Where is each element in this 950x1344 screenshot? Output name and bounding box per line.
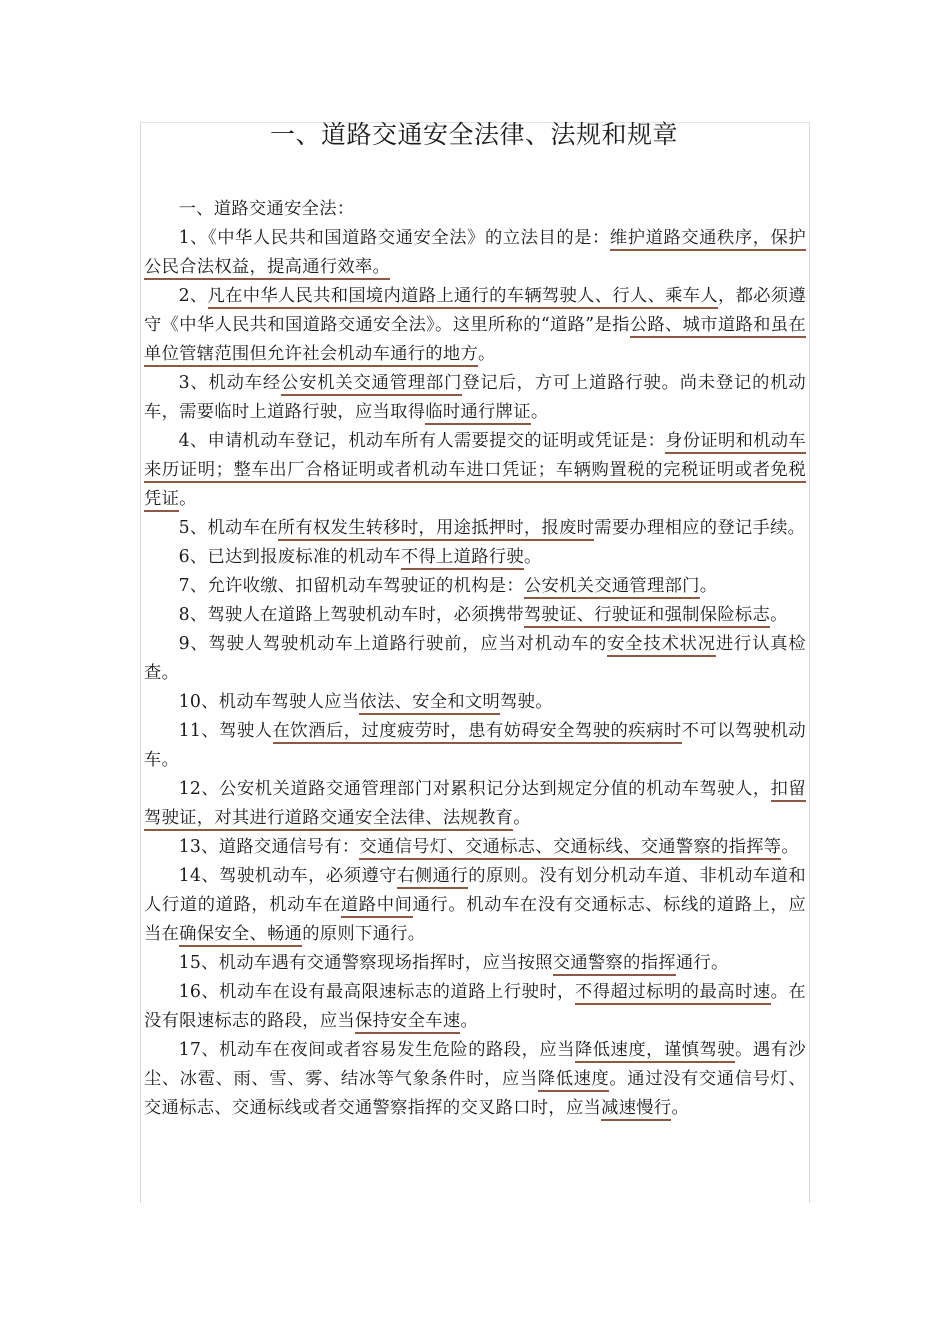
- item-text: 需要办理相应的登记手续。: [594, 518, 806, 538]
- item-text: 的原则。没有划分机动车道、非机动车道和人行道的道路，机动车在: [144, 866, 807, 915]
- item-text: 10、机动车驾驶人应当: [178, 692, 360, 712]
- underlined-answer: 依法、安全和文明: [359, 692, 500, 715]
- item-text: 。: [513, 808, 531, 828]
- underlined-answer: 驾驶证、行驶证和强制保险标志: [524, 605, 770, 628]
- numbered-item: [144, 224, 806, 282]
- item-text: 。通过没有交通信号灯、交通标志、交通标线或者交通警察指挥的交叉路口时，应当: [144, 1069, 806, 1118]
- underlined-answer: 不得上道路行驶: [401, 547, 524, 570]
- numbered-item: [144, 369, 806, 427]
- item-text: 16、机动车在设有最高限速标志的道路上行驶时，: [178, 982, 575, 1002]
- numbered-item: [144, 949, 806, 978]
- item-text: 。: [699, 576, 718, 596]
- numbered-item: [144, 978, 806, 1036]
- underlined-answer: 交通信号灯、交通标志、交通标线、交通警察的指挥等: [359, 837, 781, 860]
- underlined-answer: 凡在中华人民共和国境内道路上通行的车辆驾驶人、行人、乘车人: [208, 286, 718, 309]
- item-text: 通行。机动车在没有交通标志、标线的道路上，应当在: [144, 895, 806, 944]
- item-text: 13、道路交通信号有：: [178, 837, 360, 857]
- item-text: 2、: [178, 286, 208, 306]
- item-text: 。在没有限速标志的路段，应当: [144, 982, 806, 1031]
- item-text: 17、机动车在夜间或者容易发生危险的路段，应当: [178, 1040, 575, 1060]
- underlined-answer: 保持安全车速: [355, 1011, 461, 1034]
- item-text: 。: [781, 837, 799, 857]
- item-text: 进行认真检查。: [144, 634, 806, 683]
- item-text: 15、机动车遇有交通警察现场指挥时，应当按照: [178, 953, 553, 973]
- item-text: 。: [770, 605, 788, 625]
- underlined-answer: 不得超过标明的最高时速: [575, 982, 771, 1005]
- numbered-item: [144, 688, 806, 717]
- underlined-answer: 降低速度，谨慎驾驶: [575, 1040, 735, 1063]
- underlined-answer: 右侧通行: [397, 866, 468, 889]
- underlined-answer: 扣留驾驶证，对其进行道路交通安全法律、法规教育: [144, 779, 806, 831]
- item-text: 3、机动车经: [178, 373, 282, 393]
- item-text: 12、公安机关道路交通管理部门对累积记分达到规定分值的机动车驾驶人，: [178, 779, 771, 799]
- numbered-item: [144, 514, 806, 543]
- item-text: 11、驾驶人: [178, 721, 273, 741]
- underlined-answer: 降低速度: [538, 1069, 610, 1092]
- item-text: 。: [530, 402, 549, 422]
- underlined-answer: 临时通行牌证: [425, 402, 531, 425]
- numbered-item: [144, 282, 806, 369]
- underlined-answer: 在饮酒后，过度疲劳时，患有妨碍安全驾驶的疾病时: [273, 721, 682, 744]
- underlined-answer: 所有权发生转移时，用途抵押时，报废时: [278, 518, 594, 541]
- numbered-item: [144, 1036, 806, 1123]
- underlined-answer: 公安机关交通管理部门: [524, 576, 700, 599]
- page-title: 一、道路交通安全法律、法规和规章: [269, 120, 678, 149]
- item-text: 5、机动车在: [178, 518, 278, 538]
- underlined-answer: 公路、城市道路和虽在单位管辖范围但允许社会机动车通行的地方: [144, 315, 806, 367]
- item-text: 6、已达到报废标准的机动车: [178, 547, 401, 567]
- underlined-answer: 身份证明和机动车来历证明；整车出厂合格证明或者机动车进口凭证；车辆购置税的完税证明或者免税凭证: [144, 431, 806, 512]
- item-text: 。: [671, 1098, 690, 1118]
- item-text: 9、驾驶人驾驶机动车上道路行驶前，应当对机动车的: [178, 634, 608, 654]
- item-text: 1、《中华人民共和国道路交通安全法》的立法目的是：: [178, 228, 610, 248]
- item-text: 不可以驾驶机动车。: [144, 721, 806, 770]
- underlined-answer: 维护道路交通秩序，保护公民合法权益，提高通行效率。: [144, 228, 806, 280]
- underlined-answer: 交通警察的指挥: [553, 953, 676, 976]
- item-text: 。: [523, 547, 542, 567]
- item-text: 。: [179, 489, 197, 509]
- item-text: 4、申请机动车登记，机动车所有人需要提交的证明或凭证是：: [178, 431, 666, 451]
- numbered-item: [144, 775, 806, 833]
- underlined-answer: 安全技术状况: [607, 634, 716, 657]
- numbered-item: [144, 427, 806, 514]
- numbered-item: [144, 543, 806, 572]
- underlined-answer: 道路中间: [341, 895, 413, 918]
- item-text: 通行。: [675, 953, 729, 973]
- item-text: 的原则下通行。: [302, 924, 426, 944]
- numbered-item: [144, 630, 806, 688]
- item-text: 登记后，方可上道路行驶。尚未登记的机动车，需要临时上道路行驶，应当取得: [144, 373, 806, 422]
- underlined-answer: 公安机关交通管理部门: [281, 373, 462, 396]
- item-text: 。遇有沙尘、冰雹、雨、雪、雾、结冰等气象条件时，应当: [144, 1040, 807, 1089]
- section-heading: 一、道路交通安全法：: [178, 199, 355, 219]
- document-body: [144, 195, 806, 1123]
- numbered-item: [144, 601, 806, 630]
- item-text: 8、驾驶人在道路上驾驶机动车时，必须携带: [178, 605, 524, 625]
- item-text: ，都必须遵守《中华人民共和国道路交通安全法》。这里所称的“道路”是指: [144, 286, 806, 335]
- underlined-answer: 确保安全、畅通: [179, 924, 302, 947]
- numbered-item: [144, 862, 806, 949]
- item-text: 。: [460, 1011, 479, 1031]
- numbered-item: [144, 833, 806, 862]
- item-text: 7、允许收缴、扣留机动车驾驶证的机构是：: [178, 576, 524, 596]
- numbered-item: [144, 717, 806, 775]
- underlined-answer: 减速慢行: [601, 1098, 671, 1121]
- item-text: 14、驾驶机动车，必须遵守: [178, 866, 398, 886]
- item-text: 驾驶。: [500, 692, 553, 712]
- numbered-item: [144, 572, 806, 601]
- item-text: 。: [478, 344, 496, 364]
